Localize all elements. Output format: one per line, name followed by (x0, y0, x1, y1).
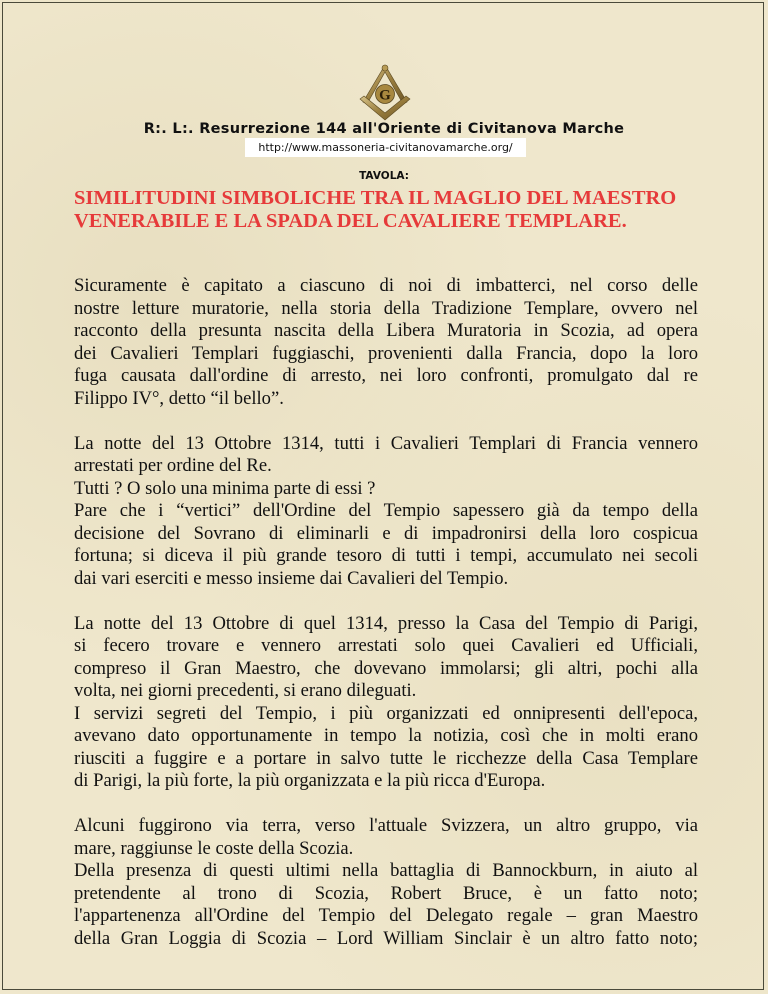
text-line: arrestati per ordine del Re. (74, 455, 272, 476)
title-line: VENERABILE E LA SPADA DEL CAVALIERE TEMPLARE. (74, 210, 627, 232)
text-line: La notte del 13 Ottobre di quel 1314, presso la Casa del Tempio di Parigi, (74, 612, 698, 634)
text-line: riusciti a fuggire e a portare in salvo tutte le ricchezze della Casa Templare (74, 747, 698, 769)
text-line: nostre letture muratorie, nella storia della Tradizione Templare, ovvero nel (74, 297, 698, 319)
paragraph (74, 433, 698, 591)
text-line: Pare che i “vertici” dell'Ordine del Tempio sapessero già da tempo della (74, 500, 698, 521)
text-line: mare, raggiunse le coste della Scozia. (74, 837, 354, 859)
text-line: Alcuni fuggirono via terra, verso l'attuale Svizzera, un altro gruppo, via (74, 815, 698, 836)
text-line: fuga causata dall'ordine di arresto, nei loro confronti, promulgato dal re (74, 365, 698, 386)
square-and-compasses-logo (354, 62, 416, 124)
text-line: dai vari eserciti e messo insieme dai Cavalieri del Tempio. (74, 567, 509, 589)
text-line: racconto della presunta nascita della Libera Muratoria in Scozia, ad opera (74, 320, 698, 341)
text-line: Filippo IV°, detto “il bello”. (74, 387, 284, 409)
text-line: pretendente al trono di Scozia, Robert Bruce, è un fatto noto; (74, 882, 698, 904)
website-url[interactable]: http://www.massoneria-civitanovamarche.org/ (245, 138, 526, 157)
logo-letter: G (379, 87, 391, 104)
text-line: La notte del 13 Ottobre 1314, tutti i Cavalieri Templari di Francia vennero (74, 432, 698, 454)
paragraph (74, 613, 698, 793)
text-line: avevano dato opportunamente in tempo la notizia, così che in molti erano (74, 725, 698, 746)
document-title (74, 187, 698, 233)
text-line: l'appartenenza all'Ordine del Tempio del Delegato regale – gran Maestro (74, 905, 698, 926)
text-line: si fecero trovare e vennero arrestati solo quei Cavalieri ed Ufficiali, (74, 635, 698, 656)
text-line: decisione del Sovrano di eliminarli e di impadronirsi della loro cospicua (74, 522, 698, 544)
text-line: fortuna; si diceva il più grande tesoro di tutti i tempi, accumulato nei secoli (74, 545, 698, 566)
text-line: Tutti ? O solo una minima parte di essi ? (74, 477, 376, 499)
text-line: I servizi segreti del Tempio, i più organizzati ed onnipresenti dell'epoca, (74, 702, 698, 724)
lodge-name: R:. L:. Resurrezione 144 all'Oriente di Civitanova Marche (143, 121, 625, 137)
paragraph (74, 815, 698, 950)
text-line: volta, nei giorni precedenti, si erano dileguati. (74, 680, 417, 701)
document-label: TAVOLA: (359, 170, 409, 182)
paragraph (74, 275, 698, 410)
text-line: Della presenza di questi ultimi nella battaglia di Bannockburn, in aiuto al (74, 860, 698, 881)
title-line: SIMILITUDINI SIMBOLICHE TRA IL MAGLIO DEL MAESTRO (74, 187, 677, 209)
text-line: di Parigi, la più forte, la più organizzata e la più ricca d'Europa. (74, 770, 546, 791)
text-line: della Gran Loggia di Scozia – Lord William Sinclair è un altro fatto noto; (74, 927, 698, 949)
text-line: compreso il Gran Maestro, che dovevano immolarsi; gli altri, pochi alla (74, 657, 698, 679)
text-line: Sicuramente è capitato a ciascuno di noi di imbatterci, nel corso delle (74, 275, 698, 296)
text-line: dei Cavalieri Templari fuggiaschi, provenienti dalla Francia, dopo la loro (74, 342, 698, 364)
document-body (74, 275, 698, 973)
